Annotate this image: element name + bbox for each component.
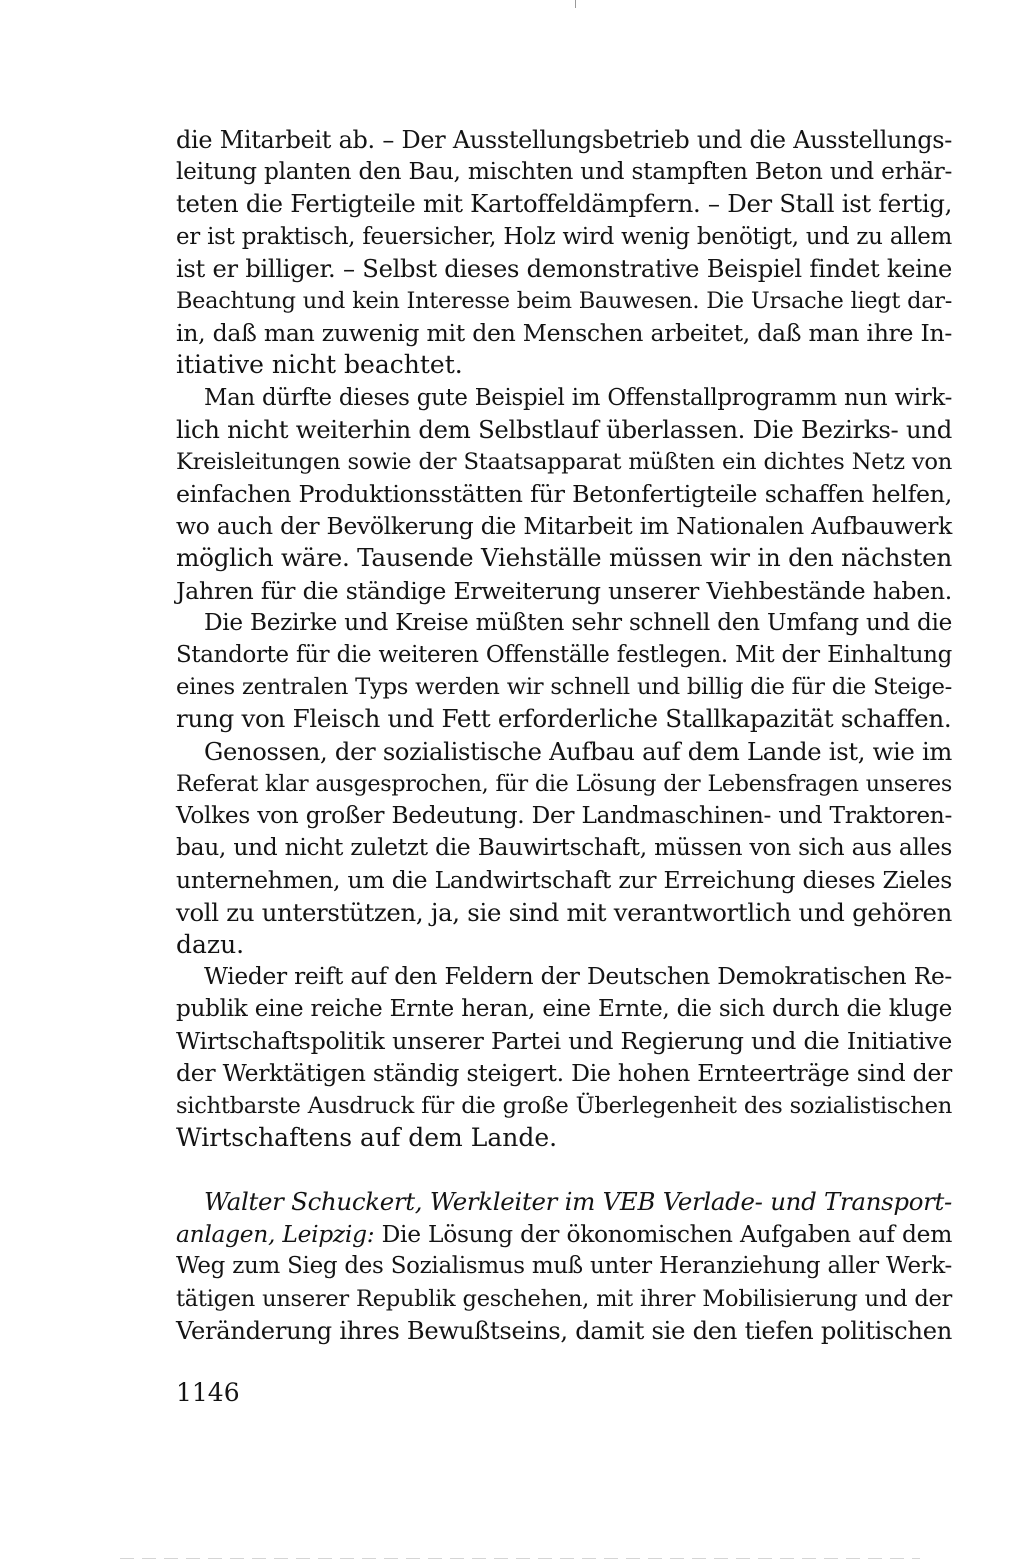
- text-line: er ist praktisch, feuersicher, Holz wird wenig benötigt, und zu allem: [176, 223, 952, 250]
- text-line: Wirtschaftens auf dem Lande.: [176, 1122, 558, 1152]
- text-line: teten die Fertigteile mit Kartoffeldämpfern. – Der Stall ist fertig,: [176, 189, 952, 219]
- text-line: Beachtung und kein Interesse beim Bauwesen. Die Ursache liegt dar-: [176, 287, 952, 314]
- speaker-name: Walter Schuckert, Werkleiter im VEB Verlade- und Transport-: [204, 1187, 952, 1216]
- text-line: rung von Fleisch und Fett erforderliche Stallkapazität schaffen.: [176, 704, 952, 734]
- text-line: möglich wäre. Tausende Viehställe müssen wir in den nächsten: [176, 543, 952, 573]
- paragraph-5: [176, 961, 952, 1154]
- text-line: unternehmen, um die Landwirtschaft zur Erreichung dieses Zieles: [176, 866, 952, 895]
- text-line: in, daß man zuwenig mit den Menschen arbeitet, daß man ihre In-: [176, 319, 952, 348]
- text-line: publik eine reiche Ernte heran, eine Ernte, die sich durch die kluge: [176, 996, 952, 1023]
- text-line: eines zentralen Typs werden wir schnell und billig die für die Steige-: [176, 674, 952, 701]
- text-line: bau, und nicht zuletzt die Bauwirtschaft, müssen von sich aus alles: [176, 834, 952, 862]
- page-number: 1146: [176, 1378, 240, 1407]
- text-line: Jahren für die ständige Erweiterung unserer Viehbestände haben.: [176, 576, 952, 605]
- text-line: Wirtschaftspolitik unserer Partei und Regierung und die Initiative: [176, 1027, 952, 1056]
- speech-text: Die Lösung der ökonomischen Aufgaben auf dem: [374, 1220, 953, 1249]
- text-line: lich nicht weiterhin dem Selbstlauf überlassen. Die Bezirks- und: [176, 414, 952, 444]
- paragraph-3: [176, 607, 952, 736]
- text-line: Kreisleitungen sowie der Staatsapparat müßten ein dichtes Netz von: [176, 448, 952, 475]
- text-line: Man dürfte dieses gute Beispiel im Offenstallprogramm nun wirk-: [204, 384, 952, 411]
- text-line: itiative nicht beachtet.: [176, 350, 463, 380]
- text-line: leitung planten den Bau, mischten und stampften Beton und erhär-: [176, 158, 952, 186]
- text-line: sichtbarste Ausdruck für die große Überlegenheit des sozialistischen: [176, 1092, 952, 1119]
- scan-mark-bottom: [120, 1558, 920, 1559]
- text-line: der Werktätigen ständig steigert. Die hohen Ernteerträge sind der: [176, 1059, 952, 1088]
- text-line: Wieder reift auf den Feldern der Deutschen Demokratischen Re-: [204, 962, 952, 990]
- text-line: voll zu unterstützen, ja, sie sind mit verantwortlich und gehören: [176, 897, 952, 927]
- paragraph-1: [176, 124, 952, 382]
- paragraph-4: [176, 736, 952, 961]
- text-line: Referat klar ausgesprochen, für die Lösung der Lebensfragen unseres: [176, 770, 952, 797]
- text-line: [176, 1218, 952, 1250]
- body-text: [176, 124, 952, 1347]
- text-line: Die Bezirke und Kreise müßten sehr schnell den Umfang und die: [204, 609, 952, 636]
- text-line: wo auch der Bevölkerung die Mitarbeit im Nationalen Aufbauwerk: [176, 512, 952, 541]
- speech-paragraph: [176, 1186, 952, 1347]
- text-line: Standorte für die weiteren Offenställe festlegen. Mit der Einhaltung: [176, 642, 952, 668]
- paragraph-2: [176, 382, 952, 607]
- scan-mark-top: [575, 0, 576, 8]
- text-line: einfachen Produktionsstätten für Betonfertigteile schaffen helfen,: [176, 480, 952, 509]
- text-line: dazu.: [176, 929, 245, 959]
- text-line: Volkes von großer Bedeutung. Der Landmaschinen- und Traktoren-: [176, 801, 952, 829]
- speaker-affiliation: anlagen, Leipzig:: [176, 1220, 375, 1249]
- text-line: tätigen unserer Republik geschehen, mit ihrer Mobilisierung und der: [176, 1285, 952, 1312]
- text-line: Genossen, der sozialistische Aufbau auf dem Lande ist, wie im: [204, 737, 952, 766]
- text-line: Veränderung ihres Bewußtseins, damit sie den tiefen politischen: [176, 1316, 952, 1345]
- text-line: ist er billiger. – Selbst dieses demonstrative Beispiel findet keine: [176, 254, 952, 283]
- text-line: Weg zum Sieg des Sozialismus muß unter Heranziehung aller Werk-: [176, 1253, 952, 1280]
- text-line: [176, 1186, 952, 1218]
- text-line: die Mitarbeit ab. – Der Ausstellungsbetrieb und die Ausstellungs-: [176, 126, 952, 154]
- section-gap: [176, 1154, 952, 1186]
